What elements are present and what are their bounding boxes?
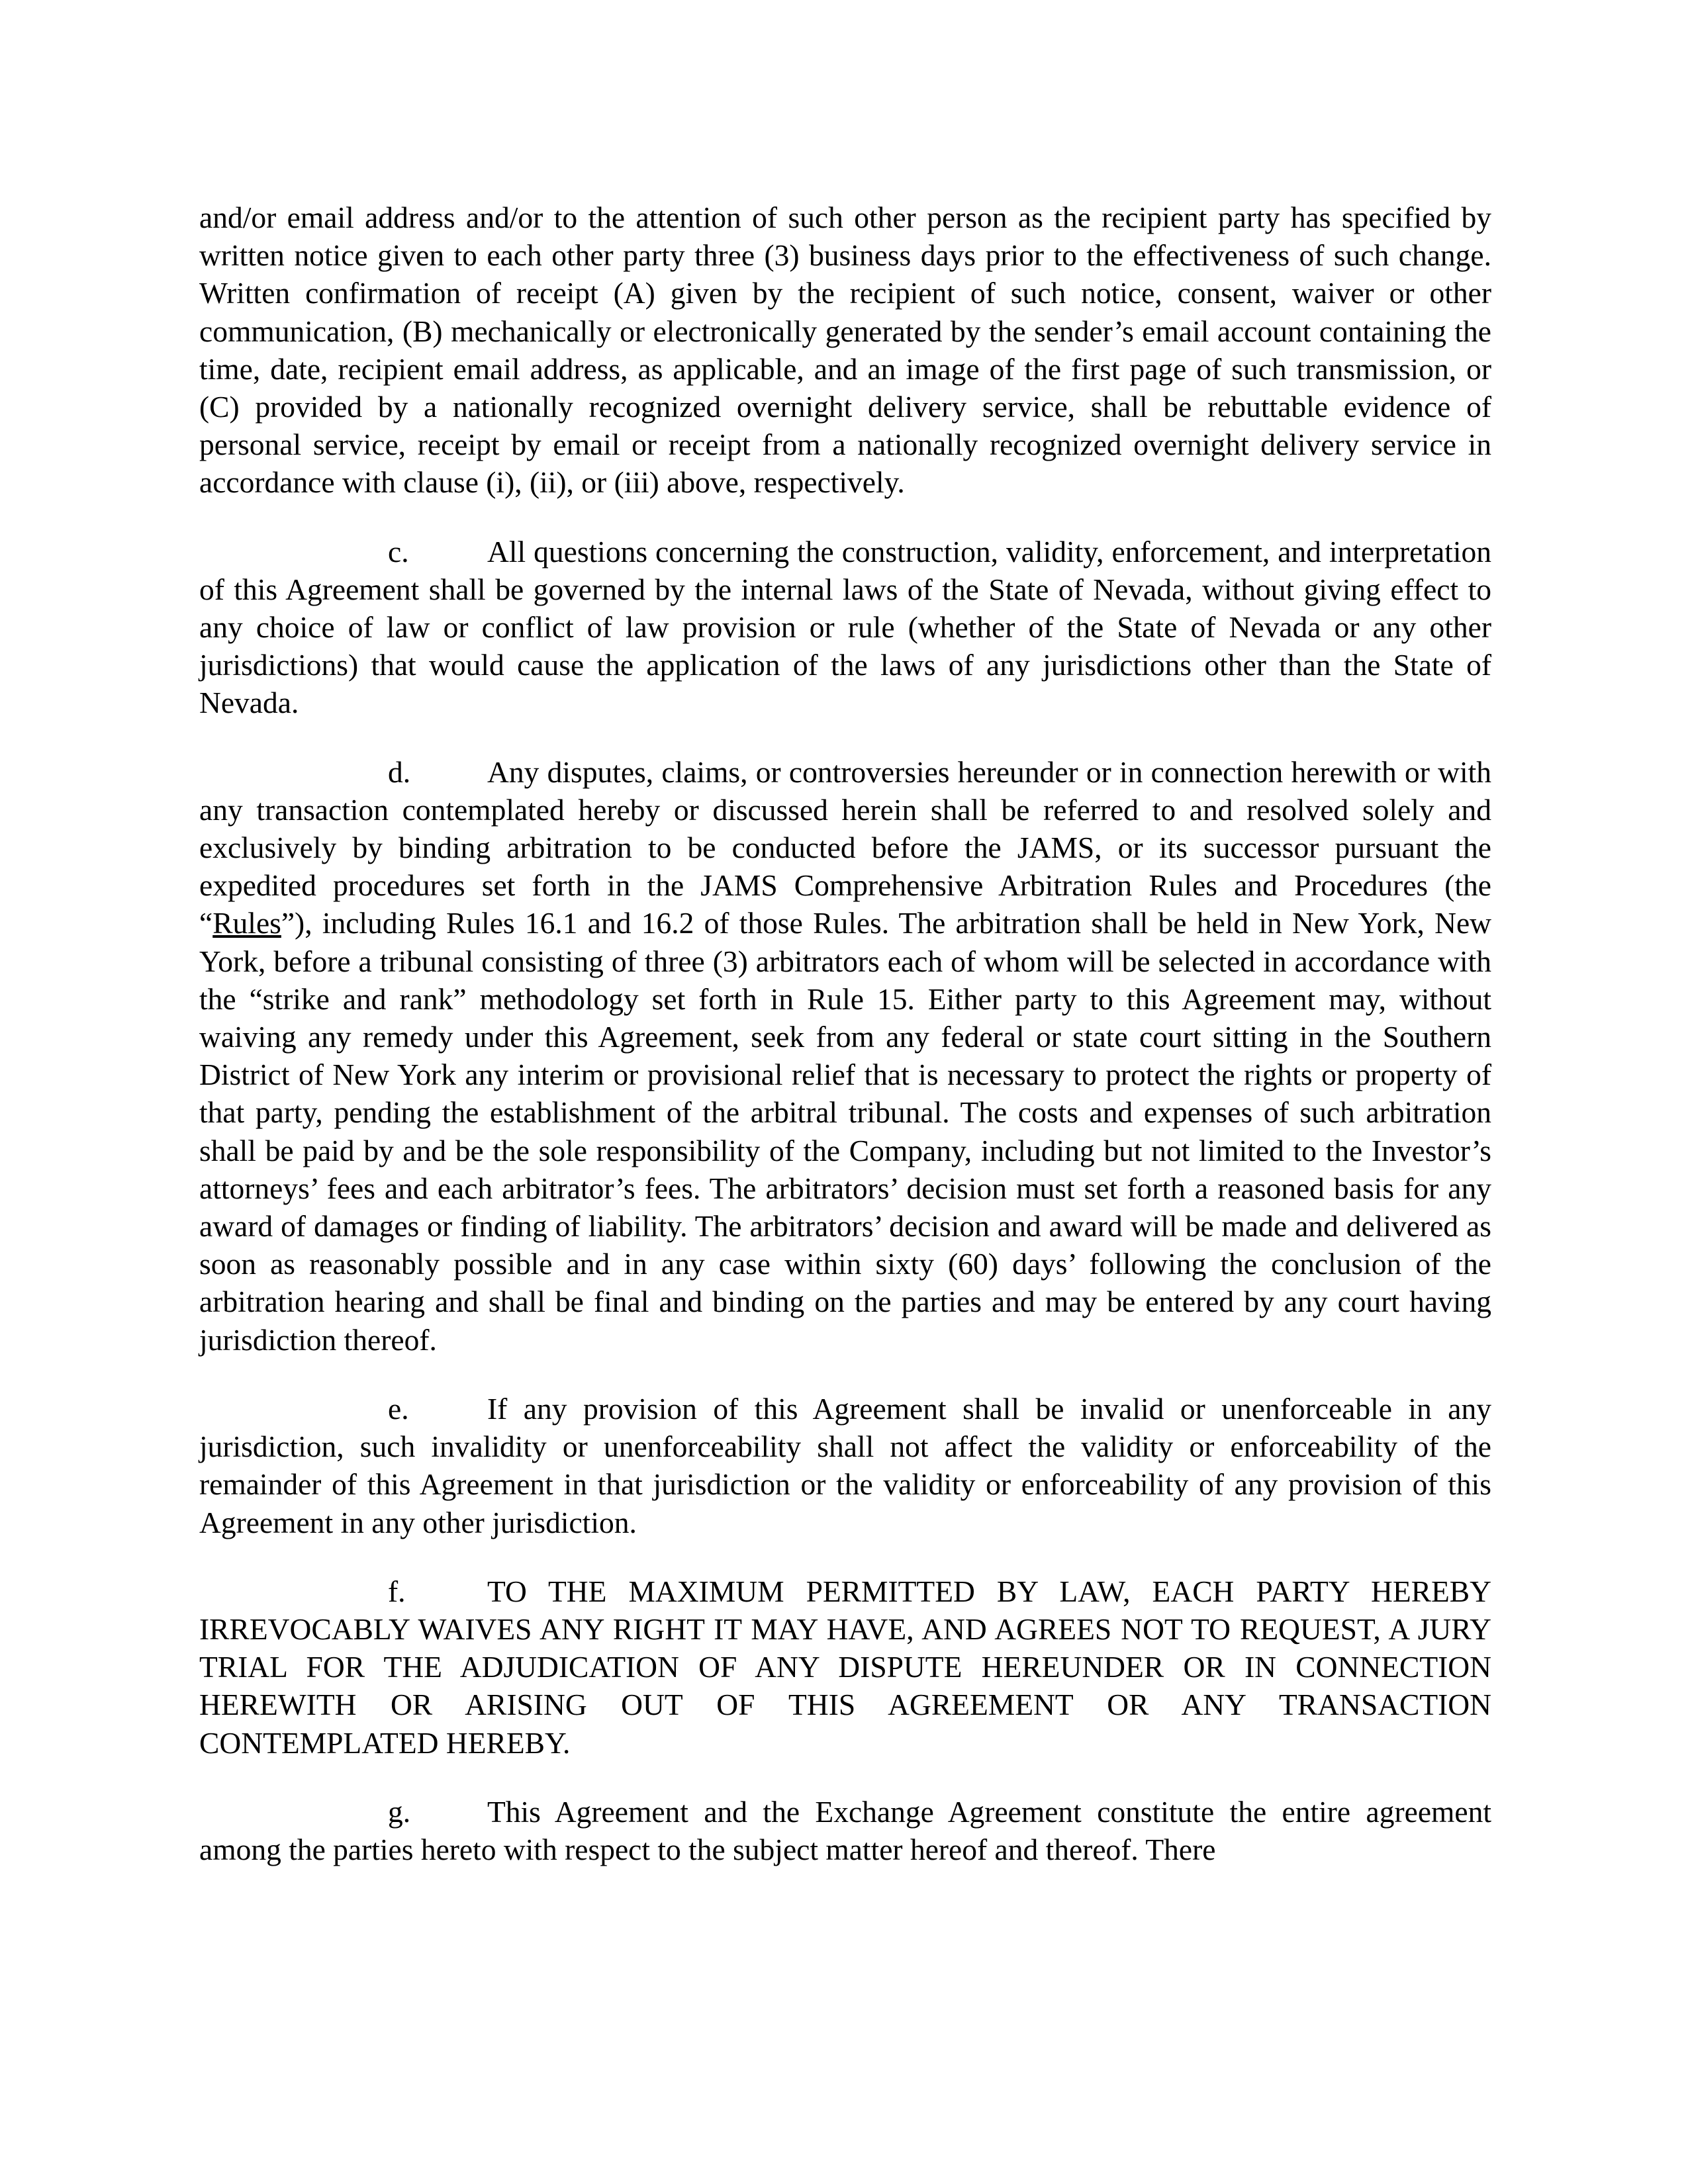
document-page xyxy=(199,199,1491,1899)
paragraph-marker-g: g. xyxy=(388,1794,411,1829)
paragraph-marker-d: d. xyxy=(388,754,411,789)
paragraph-f-jury-waiver xyxy=(199,1572,1491,1762)
defined-term-rules: Rules xyxy=(212,906,281,940)
paragraph-d-arbitration xyxy=(199,753,1491,1359)
paragraph-f-text: TO THE MAXIMUM PERMITTED BY LAW, EACH PARTY HEREBY IRREVOCABLY WAIVES ANY RIGHT IT MAY HAVE, AND AGREES NOT TO REQUEST, A JURY TRIAL FOR THE ADJUDICATION OF ANY DISPUTE HEREUNDER OR IN CONNECTION HEREWITH OR ARISING OUT OF THIS AGREEMENT OR ANY TRANSACTION CONTEMPLATED HEREBY. xyxy=(199,1574,1491,1760)
paragraph-d-text-before: Any disputes, claims, or controversies hereunder or in connection herewith or with any transaction contemplated hereby or discussed herein shall be referred to and resolved solely and exclusively by binding arbitration to be conducted before the JAMS, or its successor pursuant the expedited procedures set forth in the JAMS Comprehensive Arbitration Rules and Procedures (the “ xyxy=(199,754,1491,940)
paragraph-e-text: If any provision of this Agreement shall be invalid or unenforceable in any jurisdiction, such invalidity or unenforceability shall not affect the validity or enforceability of the remainder of this Agreement in that jurisdiction or the validity or enforceability of any provision of this Agreement in any other jurisdiction. xyxy=(199,1391,1491,1539)
paragraph-g-text: This Agreement and the Exchange Agreement constitute the entire agreement among the parties hereto with respect to the subject matter hereof and thereof. There xyxy=(199,1794,1491,1866)
paragraph-c-text: All questions concerning the construction, validity, enforcement, and interpretation of this Agreement shall be governed by the internal laws of the State of Nevada, without giving effect to any choice of law or conflict of law provision or rule (whether of the State of Nevada or any other jurisdictions) that would cause the application of the laws of any jurisdictions other than the State of Nevada. xyxy=(199,534,1491,720)
paragraph-marker-f: f. xyxy=(388,1574,406,1608)
paragraph-d-text-after: ”), including Rules 16.1 and 16.2 of those Rules. The arbitration shall be held in New York, New York, before a tribunal consisting of three (3) arbitrators each of whom will be selected in accordance with the “strike and rank” methodology set forth in Rule 15. Either party to this Agreement may, without waiving any remedy under this Agreement, seek from any federal or state court sitting in the Southern District of New York any interim or provisional relief that is necessary to protect the rights or property of that party, pending the establishment of the arbitral tribunal. The costs and expenses of such arbitration shall be paid by and be the sole responsibility of the Company, including but not limited to the Investor’s attorneys’ fees and each arbitrator’s fees. The arbitrators’ decision must set forth a reasoned basis for any award of damages or finding of liability. The arbitrators’ decision and award will be made and delivered as soon as reasonably possible and in any case within sixty (60) days’ following the conclusion of the arbitration hearing and shall be final and binding on the parties and may be entered by any court having jurisdiction thereof. xyxy=(199,906,1491,1357)
paragraph-marker-c: c. xyxy=(388,534,409,569)
paragraph-c-governing-law xyxy=(199,533,1491,722)
paragraph-marker-e: e. xyxy=(388,1391,409,1426)
paragraph-g-entire-agreement xyxy=(199,1793,1491,1868)
paragraph-e-severability xyxy=(199,1390,1491,1541)
paragraph-notice-continuation: and/or email address and/or to the attention of such other person as the recipient party has specified by written notice given to each other party three (3) business days prior to the effectiveness of such change. Written confirmation of receipt (A) given by the recipient of such notice, consent, waiver or other communication, (B) mechanically or electronically generated by the sender’s email account containing the time, date, recipient email address, as applicable, and an image of the first page of such transmission, or (C) provided by a nationally recognized overnight delivery service, shall be rebuttable evidence of personal service, receipt by email or receipt from a nationally recognized overnight delivery service in accordance with clause (i), (ii), or (iii) above, respectively. xyxy=(199,201,1491,500)
